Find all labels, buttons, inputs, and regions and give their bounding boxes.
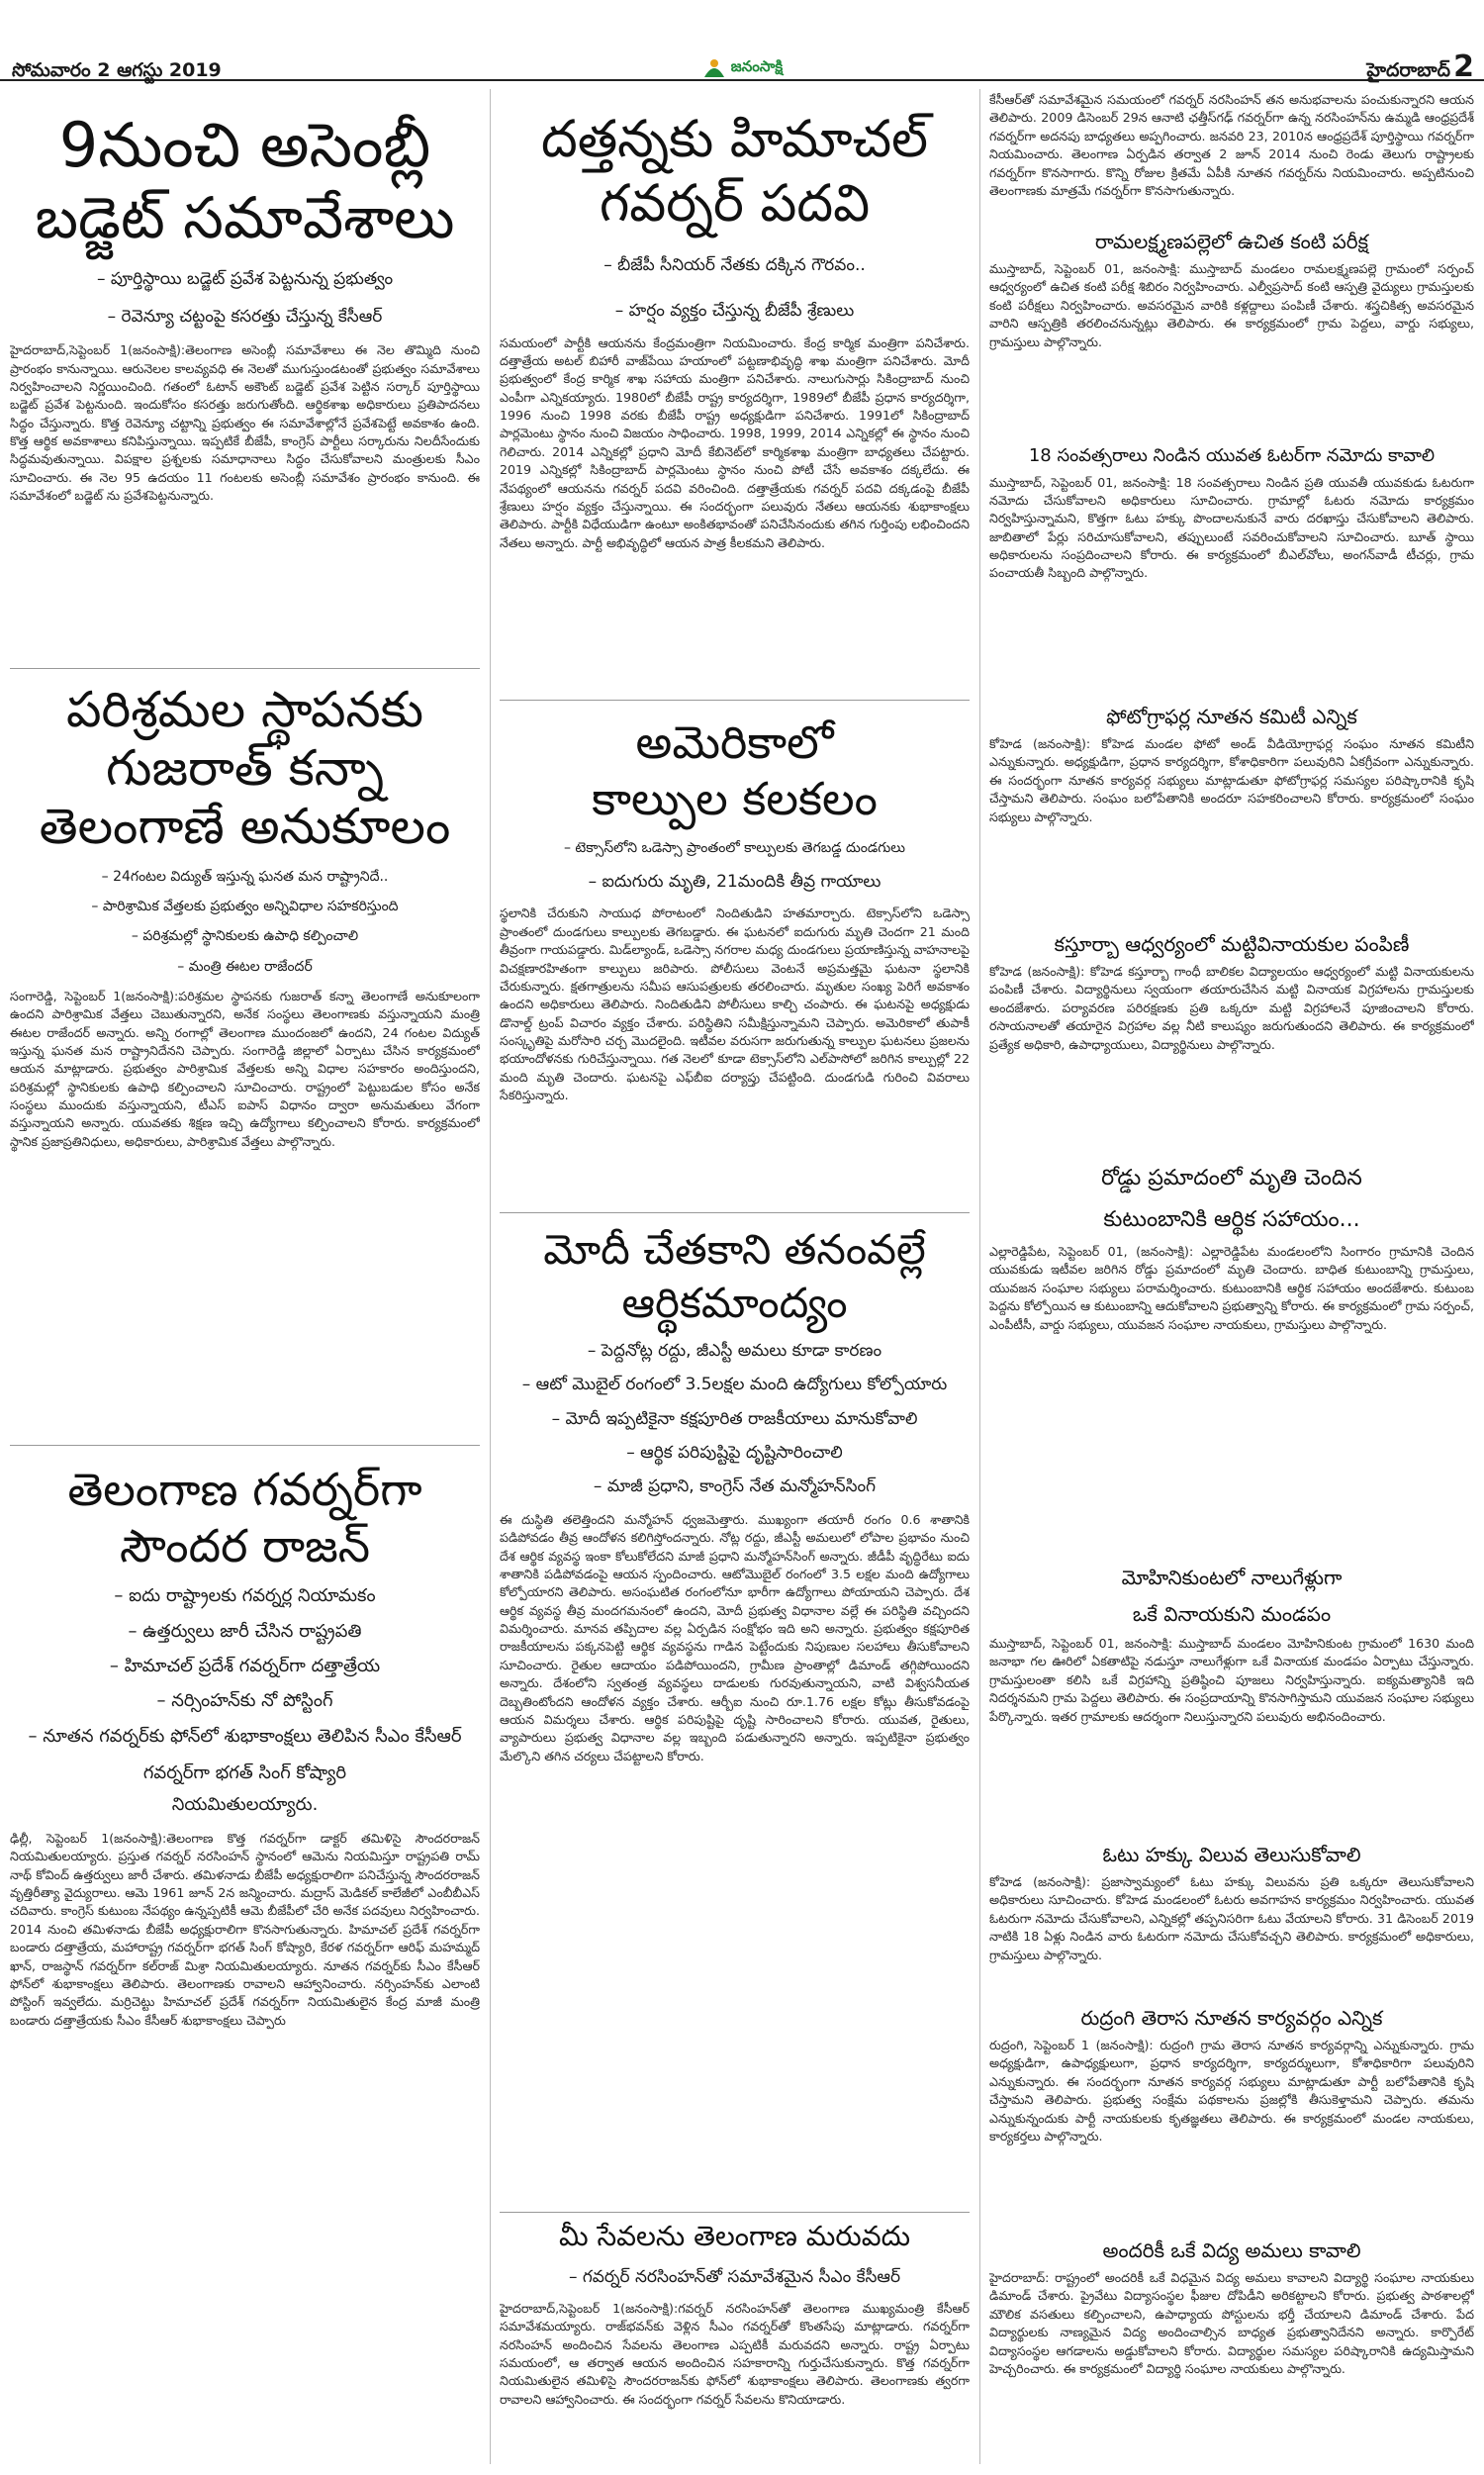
- column-divider: [979, 89, 980, 2464]
- article-body: ముస్తాబాద్, సెప్టెంబర్ 01, జనంసాక్షి: 18 సంవత్సరాలు నిండిన ప్రతి యువతీ యువకుడు ఓటరుగా నమోదు చేసుకోవాలని అధికారులు సూచించారు. గ్రామాల్లో ఓటరు నమోదు కార్యక్రమం నిర్వహిస్తున్నామని, కొత్తగా ఓటు హక్కు పొందాలనుకునే వారు దరఖాస్తు చేసుకోవాలని తెలిపారు. జాబితాలో పేర్లు సరిచూసుకోవాలని, తప్పులుంటే సవరించుకోవాలని సూచించారు. బూత్ స్థాయి అధికారులను సంప్రదించాలని కోరారు. ఈ కార్యక్రమంలో బీఎల్‌వోలు, అంగన్‌వాడీ టీచర్లు, గ్రామ పంచాయతీ సిబ్బంది పాల్గొన్నారు.: [989, 474, 1474, 581]
- bullet: – హిమాచల్ ప్రదేశ్ గవర్నర్‌గా దత్తాత్రేయ: [109, 1655, 381, 1676]
- subheadline: – హర్షం వ్యక్తం చేస్తున్న బీజేపీ శ్రేణులు: [614, 301, 855, 322]
- headline: కుటుంబానికి ఆర్థిక సహాయం...: [1103, 1206, 1360, 1232]
- bullet: – ఐదు రాష్ట్రాలకు గవర్నర్ల నియామకం: [114, 1585, 376, 1607]
- column-divider: [490, 89, 491, 2464]
- article-eye-camp: [989, 230, 1474, 409]
- bullet: – పారిశ్రామిక వేత్తలకు ప్రభుత్వం అన్నివిధాల సహకరిస్తుంది: [91, 899, 399, 915]
- bullet: – ఉత్తర్వులు జారీ చేసిన రాష్ట్రపతి: [128, 1620, 362, 1642]
- bullet: – నర్సింహన్‌కు నో పోస్టింగ్: [156, 1690, 333, 1712]
- headline: రుద్రంగి తెరాస నూతన కార్యవర్గం ఎన్నిక: [1080, 2006, 1383, 2030]
- headline: సౌందర రాజన్: [119, 1518, 371, 1572]
- bullet: – ఆటో మొబైల్ రంగంలో 3.5లక్షల మంది ఉద్యోగులు కోల్పోయారు: [521, 1375, 948, 1395]
- article-body: హైదరాబాద్,సెప్టెంబర్ 1(జనంసాక్షి):గవర్నర్ నరసింహన్‌తో తెలంగాణ ముఖ్యమంత్రి కేసీఆర్ సమావేశమయ్యారు. రాజ్‌భవన్‌కు వెళ్లిన సీఎం గవర్నర్‌తో కొంతసేపు మాట్లాడారు. గవర్నర్‌గా నరసింహన్ అందించిన సేవలను తెలంగాణ ఎప్పటికీ మరువదని అన్నారు. రాష్ట్ర ఏర్పాటు సమయంలో, ఆ తర్వాత ఆయన అందించిన సహకారాన్ని గుర్తుచేసుకున్నారు. కొత్త గవర్నర్‌గా నియమితులైన తమిళిసై సౌందరరాజన్‌కు ఫోన్‌లో శుభాకాంక్షలు తెలిపారు. తెలంగాణకు త్వరగా రావాలని ఆహ్వానించారు. ఈ సందర్భంగా గవర్నర్ సేవలను కొనియాడారు.: [500, 2300, 970, 2407]
- headline: తెలంగాణే అనుకూలం: [39, 798, 451, 855]
- article-body: కేసీఆర్‌తో సమావేశమైన సమయంలో గవర్నర్ నరసింహన్ తన అనుభవాలను పంచుకున్నారని ఆయన తెలిపారు. 2009 డిసెంబర్ 29న ఆనాటి ఛత్తీస్‌గఢ్ గవర్నర్‌గా ఉన్న నరసింహన్‌ను ఉమ్మడి ఆంధ్రప్రదేశ్ గవర్నర్‌గా అదనపు బాధ్యతలు అప్పగించారు. జనవరి 23, 2010న ఆంధ్రప్రదేశ్ పూర్తిస్థాయి గవర్నర్‌గా నియమించారు. తెలంగాణ ఏర్పడిన తర్వాత 2 జూన్ 2014 నుంచి రెండు తెలుగు రాష్ట్రాలకు గవర్నర్‌గా కొనసాగారు. కొన్ని రోజుల క్రితమే ఏపీకి నూతన గవర్నర్‌ను నియమించారు. అప్పటినుంచి తెలంగాణకు మాత్రమే గవర్నర్‌గా కొనసాగుతున్నారు.: [989, 92, 1474, 198]
- bullet: – మంత్రి ఈటల రాజేందర్: [177, 958, 313, 975]
- article-body: ఎల్లారెడ్డిపేట, సెప్టెంబర్ 01, (జనంసాక్షి): ఎల్లారెడ్డిపేట మండలంలోని సింగారం గ్రామానికి చెందిన యువకుడు ఇటీవల జరిగిన రోడ్డు ప్రమాదంలో మృతి చెందారు. బాధిత కుటుంబాన్ని గ్రామస్తులు, యువజన సంఘాల సభ్యులు పరామర్శించారు. కుటుంబానికి ఆర్థిక సహాయం అందజేశారు. కుటుంబ పెద్దను కోల్పోయిన ఆ కుటుంబాన్ని ఆదుకోవాలని ప్రభుత్వాన్ని కోరారు. ఈ కార్యక్రమంలో గ్రామ సర్పంచ్, ఎంపీటీసీ, వార్డు సభ్యులు, యువజన సంఘాల నాయకులు, గ్రామస్తులు పాల్గొన్నారు.: [989, 1244, 1474, 1332]
- article-body: సమయంలో పార్టీకి ఆయనను కేంద్రమంత్రిగా నియమించారు. కేంద్ర కార్మిక మంత్రిగా పనిచేశారు. దత్తాత్రేయ అటల్ బిహారీ వాజ్‌పేయి హయాంలో పట్టణాభివృద్ధి శాఖ మంత్రిగా పనిచేశారు. మోదీ ప్రభుత్వంలో కేంద్ర కార్మిక శాఖ సహాయ మంత్రిగా పనిచేశారు. నాలుగుసార్లు సికింద్రాబాద్ నుంచి ఎంపీగా ఎన్నికయ్యారు. 1980లో బీజేపీ రాష్ట్ర కార్యదర్శిగా, 1989లో బీజేపీ ప్రధాన కార్యదర్శిగా, 1996 నుంచి 1998 వరకు బీజేపీ రాష్ట్ర అధ్యక్షుడిగా పనిచేశారు. 1991లో సికింద్రాబాద్ పార్లమెంటు స్థానం నుంచి విజయం సాధించారు. 1998, 1999, 2014 ఎన్నికల్లో ఈ స్థానం నుంచి గెలిచారు. 2014 ఎన్నికల్లో ప్రధాని మోదీ కేబినెట్‌లో కార్మికశాఖ మంత్రిగా బాధ్యతలు చేపట్టారు. 2019 ఎన్నికల్లో సికింద్రాబాద్ పార్లమెంటు స్థానం నుంచి పోటీ చేసే అవకాశం దక్కలేదు. ఈ నేపథ్యంలో ఆయనను గవర్నర్ పదవి వరించింది. దత్తాత్రేయకు గవర్నర్ పదవి దక్కడంపై బీజేపీ శ్రేణులు హర్షం వ్యక్తం చేస్తున్నాయి. ఈ సందర్భంగా పలువురు నేతలు ఆయనకు శుభాకాంక్షలు తెలిపారు. పార్టీకి విధేయుడిగా ఉంటూ అంకితభావంతో పనిచేసినందుకు తగిన గుర్తింపు లభించిందని నేతలు అన్నారు. పార్టీ అభివృద్ధిలో ఆయన పాత్ర కీలకమని తెలిపారు.: [500, 334, 970, 550]
- headline: ఓటు హక్కు విలువ తెలుసుకోవాలి: [1102, 1843, 1361, 1866]
- left-column: [10, 94, 480, 2469]
- subheadline: గవర్నర్‌గా భగత్ సింగ్ కోష్యారి: [142, 1762, 347, 1784]
- issue-date: సోమవారం 2 ఆగస్టు 2019: [12, 59, 222, 81]
- logo-text: జనంసాక్షి: [730, 57, 784, 75]
- article-body: ఢిల్లీ, సెప్టెంబర్ 1(జనంసాక్షి):తెలంగాణ కొత్త గవర్నర్‌గా డాక్టర్ తమిళిసై సౌందరరాజన్ నియమితులయ్యారు. ప్రస్తుత గవర్నర్ నరసింహన్ స్థానంలో ఆమెను నియమిస్తూ రాష్ట్రపతి రామ్ నాథ్ కోవింద్ ఉత్తర్వులు జారీ చేశారు. తమిళనాడు బీజేపీ అధ్యక్షురాలిగా పనిచేస్తున్న సౌందరరాజన్ వృత్తిరీత్యా వైద్యురాలు. ఆమె 1961 జూన్ 2న జన్మించారు. మద్రాస్ మెడికల్ కాలేజీలో ఎంబీబీఎస్ చదివారు. కాంగ్రెస్ కుటుంబ నేపథ్యం ఉన్నప్పటికీ ఆమె బీజేపీలో చేరి అనేక పదవులు నిర్వహించారు. 2014 నుంచి తమిళనాడు బీజేపీ అధ్యక్షురాలిగా కొనసాగుతున్నారు. హిమాచల్ ప్రదేశ్ గవర్నర్‌గా బండారు దత్తాత్రేయ, మహారాష్ట్ర గవర్నర్‌గా భగత్ సింగ్ కోష్యారి, కేరళ గవర్నర్‌గా ఆరిఫ్ మహమ్మద్ ఖాన్, రాజస్థాన్ గవర్నర్‌గా కల్‌రాజ్ మిశ్రా నియమితులయ్యారు. నూతన గవర్నర్‌కు సీఎం కేసీఆర్ ఫోన్‌లో శుభాకాంక్షలు తెలిపారు. తెలంగాణకు రావాలని ఆహ్వానించారు. నర్సింహన్‌కు ఎలాంటి పోస్టింగ్ ఇవ్వలేదు. మర్రిచెట్టు హిమాచల్ ప్రదేశ్ గవర్నర్‌గా నియమితులైన కేంద్ర మాజీ మంత్రి బండారు దత్తాత్రేయకు సీఎం కేసీఆర్ శుభాకాంక్షలు చెప్పారు: [10, 1830, 480, 2028]
- middle-column: [500, 94, 970, 2469]
- article-industries: [10, 683, 480, 1344]
- headline: కాల్పుల కలకలం: [592, 771, 878, 825]
- headline: రోడ్డు ప్రమాదంలో మృతి చెందిన: [1101, 1166, 1362, 1190]
- headline: ఫోటోగ్రాఫర్ల నూతన కమిటీ ఎన్నిక: [1106, 705, 1357, 728]
- bullet: – ఆర్థిక పరిపుష్టిపై దృష్టిసారించాలి: [626, 1442, 843, 1463]
- article-america-shooting: [500, 717, 970, 1219]
- article-body: హైదరాబాద్,సెప్టెంబర్ 1(జనంసాక్షి):తెలంగాణ అసెంబ్లీ సమావేశాలు ఈ నెల తొమ్మిది నుంచి ప్రారంభం కానున్నాయి. ఆరునెలల కాలవ్యవధి ఈ నెలతో ముగుస్తుండటంతో ప్రభుత్వం సమావేశాలు నిర్వహించాలని నిర్ణయించింది. గతంలో ఓటాన్ అకౌంట్ బడ్జెట్ ప్రవేశ పెట్టిన సర్కార్ పూర్తిస్థాయి బడ్జెట్ ప్రవేశ పెట్టనుంది. ఇందుకోసం కసరత్తు జరుగుతోంది. ఆర్థికశాఖ అధికారులు ప్రతిపాదనలు సిద్ధం చేస్తున్నారు. కొత్త రెవెన్యూ చట్టాన్ని ప్రభుత్వం ఈ సమావేశాల్లోనే ప్రవేశపెట్టే అవకాశం ఉంది. కొత్త ఆర్థిక అవకాశాలు కనిపిస్తున్నాయి. ఇప్పటికే బీజేపీ, కాంగ్రెస్ పార్టీలు సర్కారును నిలదీసేందుకు సిద్ధమవుతున్నాయి. విపక్షాల ప్రశ్నలకు సమాధానాలు సిద్ధం చేసుకోవాలని మంత్రులకు సీఎం సూచించారు. ఈ నెల 95 ఉదయం 11 గంటలకు అసెంబ్లీ సమావేశం ప్రారంభం కానుంది. ఈ సమావేశంలో బడ్జెట్ ను ప్రవేశపెట్టనున్నారు.: [10, 342, 480, 504]
- bullet: – మాజీ ప్రధాని, కాంగ్రెస్ నేత మన్మోహన్‌సింగ్: [593, 1475, 877, 1496]
- subheadline: – రెవెన్యూ చట్టంపై కసరత్తు చేస్తున్న కేసీఆర్: [107, 307, 383, 328]
- headline: అమెరికాలో: [635, 715, 834, 769]
- subheadline: – టెక్సాస్‌లోని ఒడెస్సా ప్రాంతంలో కాల్పులకు తెగబడ్డ దుండగులు: [563, 840, 906, 857]
- article-body: హైదరాబాద్: రాష్ట్రంలో అందరికీ ఒకే విధమైన విద్య అమలు కావాలని విద్యార్థి సంఘాల నాయకులు డిమాండ్ చేశారు. ప్రైవేటు విద్యాసంస్థల ఫీజుల దోపిడీని అరికట్టాలని కోరారు. ప్రభుత్వ పాఠశాలల్లో మౌలిక వసతులు కల్పించాలని, ఉపాధ్యాయ పోస్టులను భర్తీ చేయాలని డిమాండ్ చేశారు. పేద విద్యార్థులకు నాణ్యమైన విద్య అందించాల్సిన బాధ్యత ప్రభుత్వానిదేనని అన్నారు. కార్పొరేట్ విద్యాసంస్థల ఆగడాలను అడ్డుకోవాలని కోరారు. విద్యార్థుల సమస్యల పరిష్కారానికి ఉద్యమిస్తామని హెచ్చరించారు. ఈ కార్యక్రమంలో విద్యార్థి సంఘాల నాయకులు పాల్గొన్నారు.: [989, 2270, 1474, 2376]
- subheadline: – గవర్నర్ నరసింహన్‌తో సమావేశమైన సీఎం కేసీఆర్: [568, 2266, 901, 2287]
- headline: గుజరాత్ కన్నా: [106, 739, 384, 797]
- article-body: కోహెడ (జనంసాక్షి): ప్రజాస్వామ్యంలో ఓటు హక్కు విలువను ప్రతి ఒక్కరూ తెలుసుకోవాలని అధికారులు సూచించారు. కోహెడ మండలంలో ఓటరు అవగాహన కార్యక్రమం నిర్వహించారు. యువత ఓటరుగా నమోదు చేసుకోవాలని, ఎన్నికల్లో తప్పనిసరిగా ఓటు వేయాలని కోరారు. 31 డిసెంబర్ 2019 నాటికి 18 ఏళ్లు నిండిన వారు ఓటరుగా నమోదు చేసుకోవచ్చని తెలిపారు. కార్యక్రమంలో అధికారులు, గ్రామస్తులు పాల్గొన్నారు.: [989, 1874, 1474, 1962]
- subheadline: నియమితులయ్యారు.: [171, 1793, 319, 1815]
- article-clay-ganesha: [989, 932, 1474, 1146]
- headline: బడ్జెట్ సమావేశాలు: [35, 184, 455, 252]
- article-assembly-budget: [10, 109, 480, 529]
- article-photographers: [989, 705, 1474, 904]
- headline: మోదీ చేతకాని తనంవల్లే: [543, 1225, 926, 1274]
- article-dattatreya: [500, 112, 970, 649]
- article-body: ఈ దుస్థితి తలెత్తిందని మన్మోహన్ ధ్వజమెత్తారు. ముఖ్యంగా తయారీ రంగం 0.6 శాతానికి పడిపోవడం తీవ్ర ఆందోళన కలిగిస్తోందన్నారు. నోట్ల రద్దు, జీఎస్టీ అమలులో లోపాల ప్రభావం నుంచి దేశ ఆర్థిక వ్యవస్థ ఇంకా కోలుకోలేదని మాజీ ప్రధాని మన్మోహన్‌సింగ్ అన్నారు. జీడీపీ వృద్ధిరేటు ఐదు శాతానికి పడిపోవడంపై ఆయన స్పందించారు. ఆటోమొబైల్ రంగంలో 3.5 లక్షల మంది ఉద్యోగాలు కోల్పోయారని తెలిపారు. అసంఘటిత రంగంలోనూ భారీగా ఉద్యోగాలు పోయాయని చెప్పారు. దేశ ఆర్థిక వ్యవస్థ తీవ్ర మందగమనంలో ఉందని, మోదీ ప్రభుత్వ విధానాల వల్లే ఈ పరిస్థితి వచ్చిందని విమర్శించారు. మానవ తప్పిదాల వల్ల ఏర్పడిన సంక్షోభం ఇది అని అన్నారు. ప్రభుత్వం కక్షపూరిత రాజకీయాలను పక్కనపెట్టి ఆర్థిక వ్యవస్థను గాడిన పెట్టేందుకు నిపుణుల సలహాలు తీసుకోవాలని సూచించారు. రైతుల ఆదాయం పడిపోయిందని, గ్రామీణ ప్రాంతాల్లో డిమాండ్ తగ్గిపోయిందని అన్నారు. దేశంలోని స్వతంత్ర వ్యవస్థలు దాడులకు గురవుతున్నాయని, వాటి విశ్వసనీయత దెబ్బతింటోందని ఆందోళన వ్యక్తం చేశారు. ఆర్బీఐ నుంచి రూ.1.76 లక్షల కోట్లు తీసుకోవడంపై ఆయన విమర్శలు చేశారు. ఆర్థిక పరిపుష్టిపై దృష్టి సారించాలని కోరారు. యువత, రైతులు, వ్యాపారులు ప్రభుత్వ విధానాల వల్ల ఇబ్బంది పడుతున్నారని అన్నారు. ఇప్పటికైనా ప్రభుత్వం మేల్కొని తగిన చర్యలు చేపట్టాలని కోరారు.: [500, 1511, 970, 1763]
- logo-mark-icon: [701, 57, 727, 79]
- article-trs-committee: [989, 2006, 1474, 2235]
- article-body: కోహెడ (జనంసాక్షి): కోహెడ కస్తూర్బా గాంధీ బాలికల విద్యాలయం ఆధ్వర్యంలో మట్టి వినాయకులను పంపిణీ చేశారు. విద్యార్థినులు స్వయంగా తయారుచేసిన మట్టి వినాయక విగ్రహాలను గ్రామస్తులకు అందజేశారు. పర్యావరణ పరిరక్షణకు ప్రతి ఒక్కరూ మట్టి విగ్రహాలనే పూజించాలని కోరారు. రసాయనాలతో తయారైన విగ్రహాల వల్ల నీటి కాలుష్యం జరుగుతుందని తెలిపారు. ఈ కార్యక్రమంలో ప్రత్యేక అధికారి, ఉపాధ్యాయులు, విద్యార్థినులు పాల్గొన్నారు.: [989, 964, 1474, 1052]
- bullet: – మోదీ ఇప్పటికైనా కక్షపూరిత రాజకీయాలు మానుకోవాలి: [551, 1408, 918, 1429]
- headline: మోహినికుంటలో నాలుగేళ్లుగా: [1121, 1566, 1343, 1589]
- article-single-ganesha: [989, 1566, 1474, 1838]
- article-body: స్థలానికి చేరుకుని సాయుధ పోరాటంలో నిందితుడిని హతమార్చారు. టెక్సాస్‌లోని ఒడెస్సా ప్రాంతంలో దుండగులు కాల్పులకు తెగబడ్డారు. ఈ ఘటనలో ఐదుగురు మృతి చెందగా 21 మంది తీవ్రంగా గాయపడ్డారు. మిడ్‌ల్యాండ్, ఒడెస్సా నగరాల మధ్య దుండగులు ప్రయాణిస్తున్న వాహనాలపై విచక్షణారహితంగా కాల్పులు జరిపారు. పోలీసులు వెంటనే అప్రమత్తమై ఘటనా స్థలానికి చేరుకున్నారు. క్షతగాత్రులను సమీప ఆసుపత్రులకు తరలించారు. మృతుల సంఖ్య పెరిగే అవకాశం ఉందని అధికారులు తెలిపారు. నిందితుడిని పోలీసులు కాల్చి చంపారు. ఈ ఘటనపై అధ్యక్షుడు డొనాల్డ్ ట్రంప్ విచారం వ్యక్తం చేశారు. పరిస్థితిని సమీక్షిస్తున్నామని చెప్పారు. అమెరికాలో తుపాకీ సంస్కృతిపై మరోసారి చర్చ మొదలైంది. ఇటీవల వరుసగా జరుగుతున్న కాల్పుల ఘటనలు ప్రజలను భయాందోళనకు గురిచేస్తున్నాయి. గత నెలలో కూడా టెక్సాస్‌లోని ఎల్‌పాసోలో జరిగిన కాల్పుల్లో 22 మంది మృతి చెందారు. ఘటనపై ఎఫ్‌బీఐ దర్యాప్తు చేపట్టింది. దుండగుడి గురించి వివరాలు సేకరిస్తున్నారు.: [500, 905, 970, 1103]
- article-voter-registration: [989, 445, 1474, 662]
- headline: అందరికీ ఒకే విద్య అమలు కావాలి: [1102, 2238, 1361, 2262]
- section-divider: [500, 700, 970, 701]
- section-divider: [10, 668, 480, 669]
- article-common-education: [989, 2238, 1474, 2466]
- newspaper-logo: [693, 57, 791, 79]
- headline: 9నుంచి అసెంబ్లీ: [58, 109, 431, 181]
- subheadline: – బీజేపీ సీనియర్ నేతకు దక్కిన గౌరవం..: [603, 255, 866, 276]
- masthead: [0, 0, 1484, 84]
- bullet: – పెద్దనోట్ల రద్దు, జీఎస్టీ అమలు కూడా కారణం: [587, 1341, 882, 1362]
- headline: గవర్నర్ పదవి: [599, 174, 871, 235]
- bullet: – నూతన గవర్నర్‌కు ఫోన్‌లో శుభాకాంక్షలు తెలిపిన సీఎం కేసీఆర్: [28, 1725, 462, 1747]
- section-divider: [500, 2212, 970, 2213]
- article-body: సంగారెడ్డి, సెప్టెంబర్ 1(జనంసాక్షి):పరిశ్రమల స్థాపనకు గుజరాత్ కన్నా తెలంగాణే అనుకూలంగా ఉందని పారిశ్రామిక వేత్తలు చెబుతున్నారని, అనేక సంస్థలు తెలంగాణకు వస్తున్నాయని మంత్రి ఈటల రాజేందర్ అన్నారు. అన్ని రంగాల్లో తెలంగాణ ముందంజలో ఉందని, 24 గంటల విద్యుత్ ఇస్తున్న ఘనత మన రాష్ట్రానిదేనని చెప్పారు. సంగారెడ్డి జిల్లాలో ఏర్పాటు చేసిన కార్యక్రమంలో ఆయన మాట్లాడారు. ప్రభుత్వం పారిశ్రామిక వేత్తలకు అన్ని విధాల సహకారం అందిస్తుందని, పరిశ్రమల్లో స్థానికులకు ఉపాధి కల్పించాలని సూచించారు. రాష్ట్రంలో పెట్టుబడుల కోసం అనేక సంస్థలు ముందుకు వస్తున్నాయని, టీఎస్ ఐపాస్ విధానం ద్వారా అనుమతులు వేగంగా వస్తున్నాయని అన్నారు. యువతకు శిక్షణ ఇచ్చి ఉద్యోగాలు కల్పించాలని కోరారు. కార్యక్రమంలో స్థానిక ప్రజాప్రతినిధులు, అధికారులు, పారిశ్రామిక వేత్తలు పాల్గొన్నారు.: [10, 988, 480, 1149]
- article-body: ముస్తాబాద్, సెప్టెంబర్ 01, జనంసాక్షి: ముస్తాబాద్ మండలం మోహినికుంట గ్రామంలో 1630 మంది జనాభా గల ఊరిలో ఏకతాటిపై నడుస్తూ నాలుగేళ్లుగా ఒకే వినాయక మండపం ఏర్పాటు చేస్తున్నారు. గ్రామస్తులంతా కలిసి ఒకే విగ్రహాన్ని ప్రతిష్ఠించి పూజలు నిర్వహిస్తున్నారు. ఐక్యమత్యానికి ఇది నిదర్శనమని గ్రామ పెద్దలు తెలిపారు. ఈ సంప్రదాయాన్ని కొనసాగిస్తామని యువజన సంఘాల సభ్యులు పేర్కొన్నారు. ఇతర గ్రామాలకు ఆదర్శంగా నిలుస్తున్నారని పలువురు అభినందించారు.: [989, 1636, 1474, 1724]
- headline: రామలక్ష్మణపల్లెలో ఉచిత కంటి పరీక్ష: [1094, 230, 1369, 253]
- article-telangana-governor: [10, 1465, 480, 2325]
- page-number: 2: [1453, 49, 1474, 84]
- headline: కస్తూర్బా ఆధ్వర్యంలో మట్టివినాయకుల పంపిణీ: [1054, 932, 1410, 956]
- section-divider: [10, 1445, 480, 1446]
- subheadline: – ఐదుగురు మృతి, 21మందికి తీవ్ర గాయాలు: [588, 872, 881, 893]
- section-divider: [500, 1212, 970, 1213]
- headline: తెలంగాణ గవర్నర్‌గా: [67, 1463, 422, 1516]
- headline: ఆర్థికమాంద్యం: [621, 1279, 848, 1328]
- headline: 18 సంవత్సరాలు నిండిన యువత ఓటర్‌గా నమోదు కావాలి: [1028, 445, 1436, 466]
- article-body: కోహెడ (జనంసాక్షి): కోహెడ మండల ఫోటో అండ్ వీడియోగ్రాఫర్ల సంఘం నూతన కమిటీని ఎన్నుకున్నారు. అధ్యక్షుడిగా, ప్రధాన కార్యదర్శిగా, కోశాధికారిగా పలువురిని ఏకగ్రీవంగా ఎన్నుకున్నారు. ఈ సందర్భంగా నూతన కార్యవర్గ సభ్యులు మాట్లాడుతూ ఫోటోగ్రాఫర్ల సమస్యల పరిష్కారానికి కృషి చేస్తామని తెలిపారు. సంఘం బలోపేతానికి అందరూ సహకరించాలని కోరారు. కార్యక్రమంలో సంఘం సభ్యులు పాల్గొన్నారు.: [989, 736, 1474, 824]
- article-body: రుద్రంగి, సెప్టెంబర్ 1 (జనంసాక్షి): రుద్రంగి గ్రామ తెరాస నూతన కార్యవర్గాన్ని ఎన్నుకున్నారు. గ్రామ అధ్యక్షుడిగా, ఉపాధ్యక్షులుగా, ప్రధాన కార్యదర్శిగా, కార్యదర్శులుగా, కోశాధికారిగా పలువురిని ఎన్నుకున్నారు. ఈ సందర్భంగా నూతన కార్యవర్గ సభ్యులు మాట్లాడుతూ పార్టీ బలోపేతానికి కృషి చేస్తామని తెలిపారు. ప్రభుత్వ సంక్షేమ పథకాలను ప్రజల్లోకి తీసుకెళ్తామని చెప్పారు. తమను ఎన్నుకున్నందుకు పార్టీ నాయకులకు కృతజ్ఞతలు తెలిపారు. ఈ కార్యక్రమంలో మండల నాయకులు, కార్యకర్తలు పాల్గొన్నారు.: [989, 2038, 1474, 2143]
- subheadline: – పూర్తిస్థాయి బడ్జెట్ ప్రవేశ పెట్టనున్న ప్రభుత్వం: [96, 268, 394, 289]
- headline: పరిశ్రమల స్థాపనకు: [66, 681, 423, 738]
- article-manmohan: [500, 1227, 970, 2105]
- article-vote-value: [989, 1843, 1474, 2000]
- bullet: – పరిశ్రమల్లో స్థానికులకు ఉపాధి కల్పించాలి: [131, 928, 359, 945]
- right-column: [989, 91, 1474, 2466]
- article-body: ముస్తాబాద్, సెప్టెంబర్ 01, జనంసాక్షి: ముస్తాబాద్ మండలం రామలక్ష్మణపల్లె గ్రామంలో సర్పంచ్ ఆధ్వర్యంలో ఉచిత కంటి పరీక్ష శిబిరం నిర్వహించారు. ఎల్వీప్రసాద్ కంటి ఆస్పత్రి వైద్యులు గ్రామస్తులకు కంటి పరీక్షలు నిర్వహించారు. అవసరమైన వారికి కళ్లద్దాలు పంపిణీ చేశారు. శస్త్రచికిత్స అవసరమైన వారిని ఆస్పత్రికి తరలించనున్నట్లు తెలిపారు. ఈ కార్యక్రమంలో గ్రామ పెద్దలు, వార్డు సభ్యులు, గ్రామస్తులు పాల్గొన్నారు.: [989, 261, 1474, 349]
- article-kcr-governor: [500, 2222, 970, 2448]
- headline: ఒకే వినాయకుని మండపం: [1132, 1602, 1332, 1626]
- headline: దత్తన్నకు హిమాచల్: [541, 110, 928, 169]
- bullet: – 24గంటల విద్యుత్ ఇస్తున్న ఘనత మన రాష్ట్రానిదే..: [101, 869, 389, 885]
- headline: మీ సేవలను తెలంగాణ మరువదు: [558, 2220, 911, 2252]
- edition-city: హైదరాబాద్: [1366, 59, 1450, 81]
- article-road-accident: [989, 1165, 1474, 1545]
